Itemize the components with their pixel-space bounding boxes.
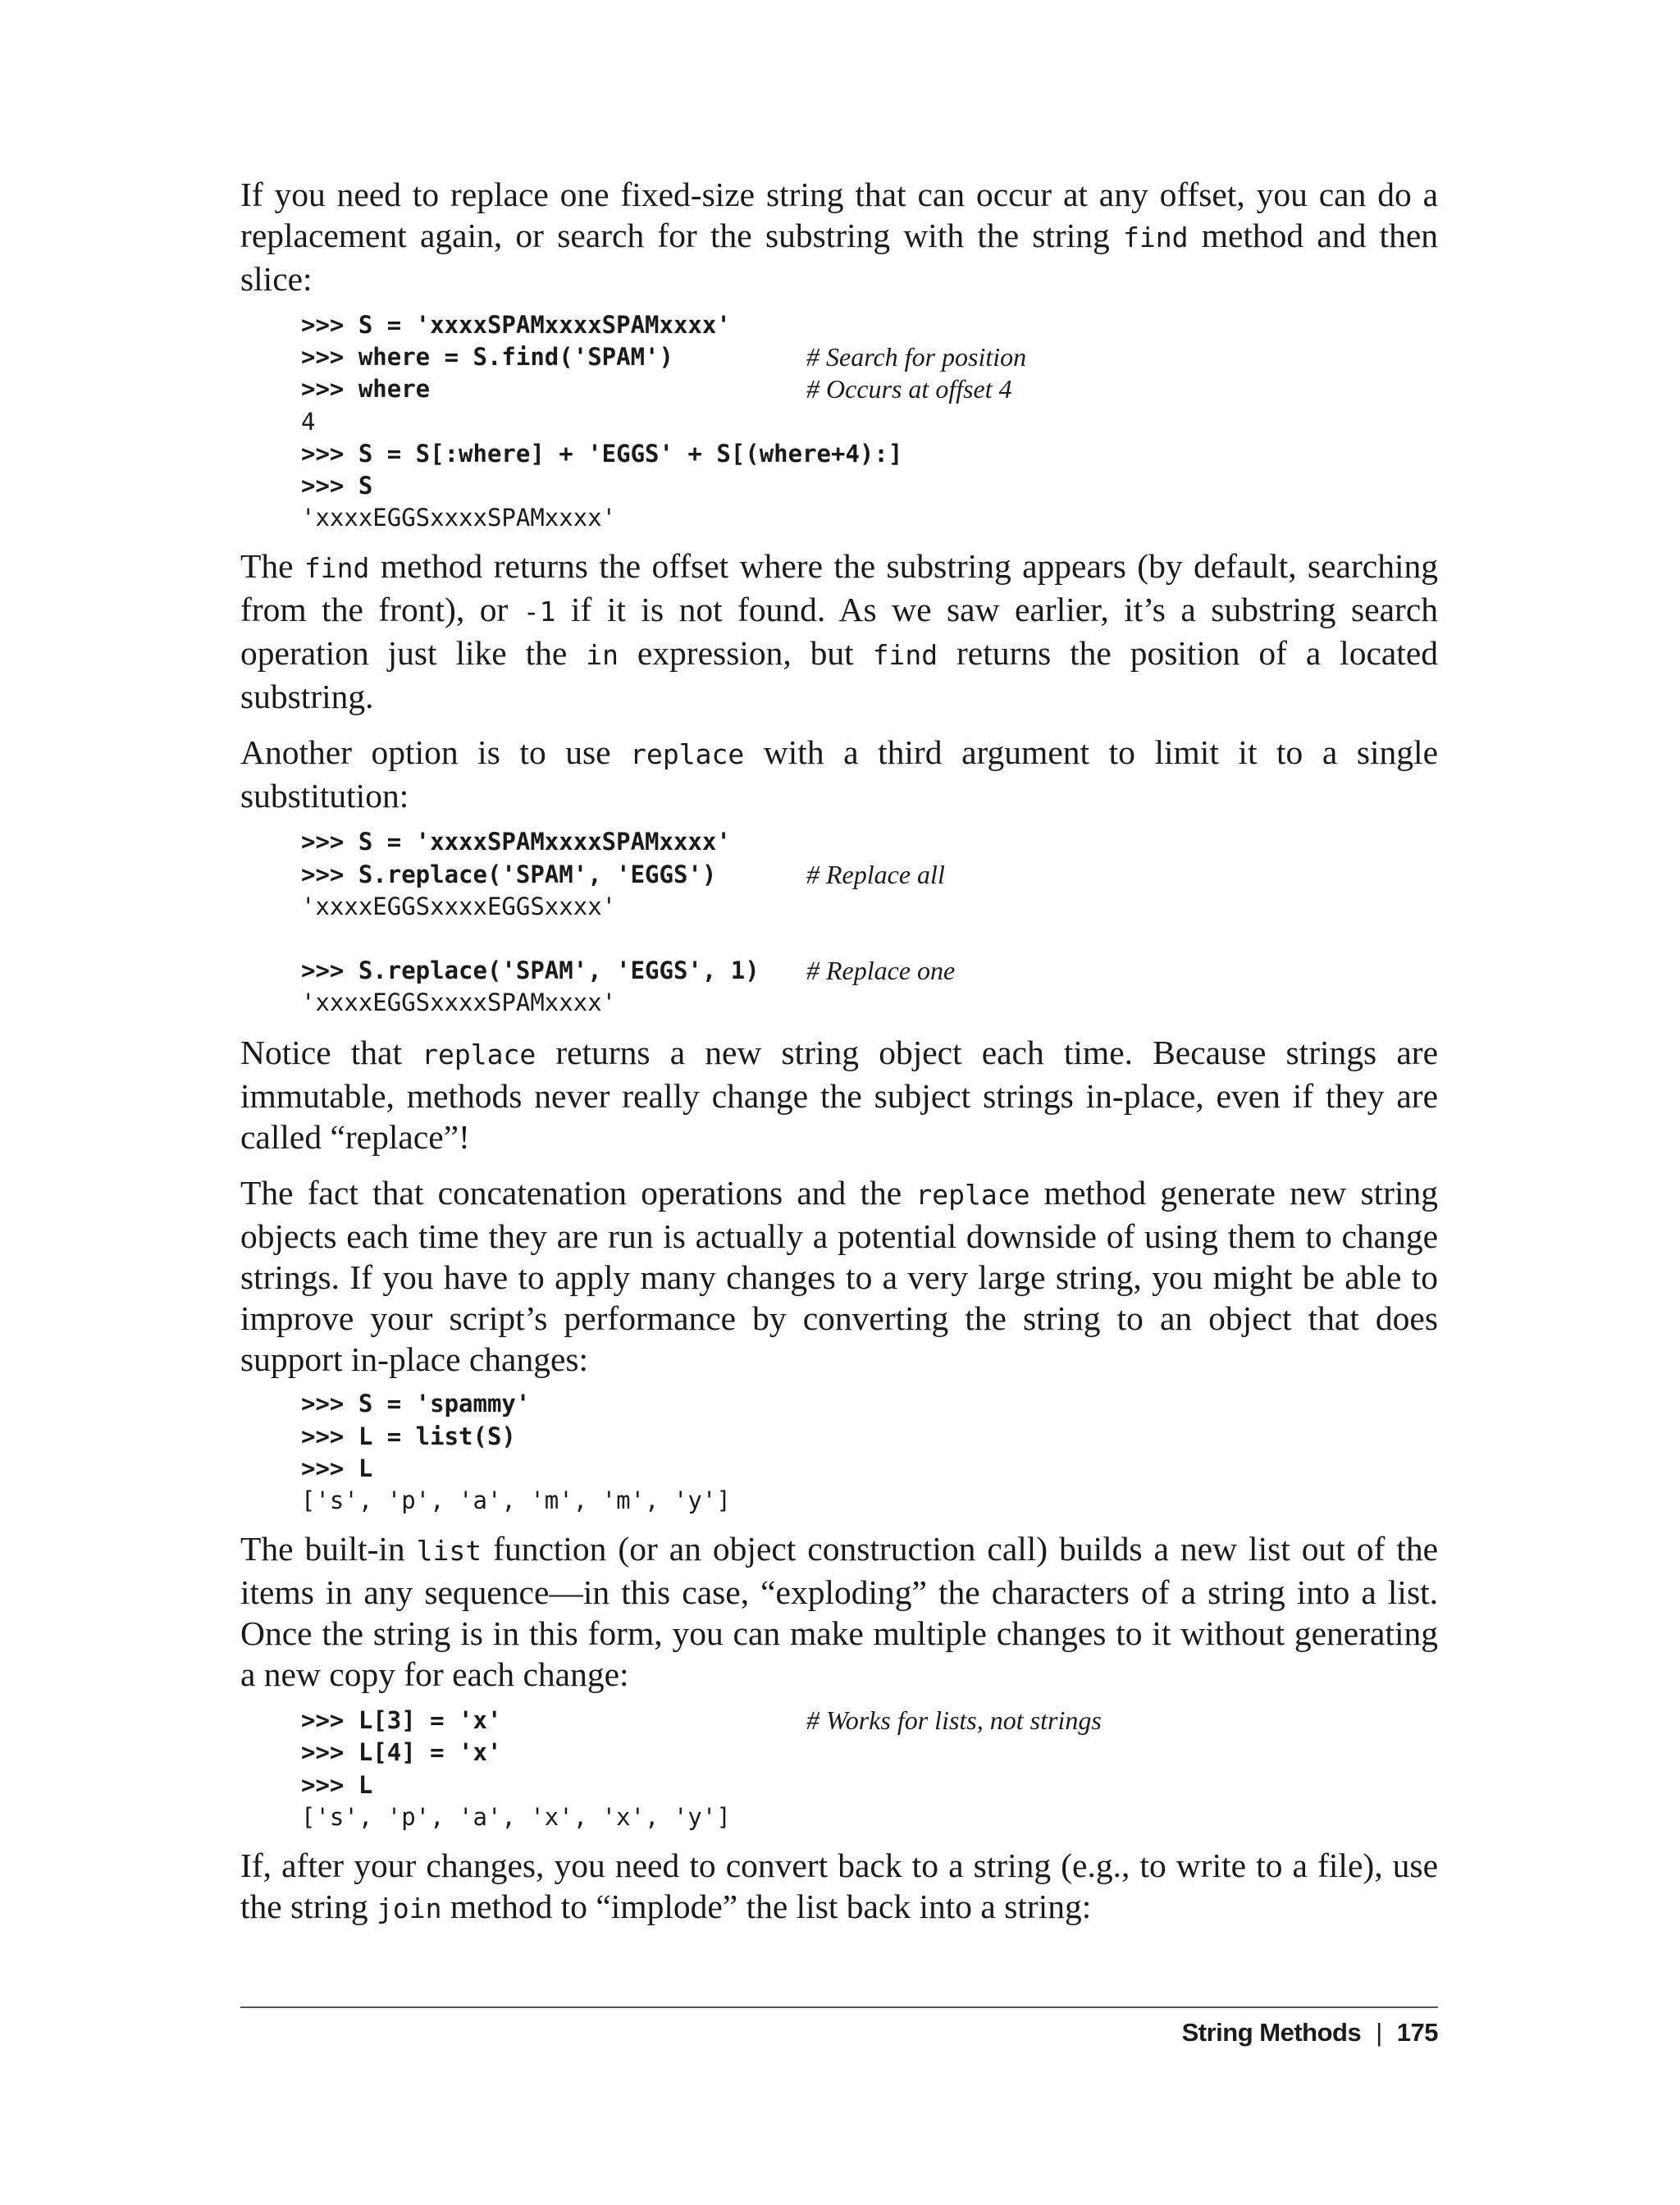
footer-separator: | <box>1376 2018 1382 2047</box>
paragraph-3 <box>240 732 1438 816</box>
code-input-line <box>301 470 1438 502</box>
code-output: ['s', 'p', 'a', 'm', 'm', 'y'] <box>301 1486 731 1514</box>
code-output-line <box>301 406 1438 438</box>
code-input-line <box>301 826 1438 858</box>
code-block-4 <box>301 1705 1438 1833</box>
code-command: >>> S = S[:where] + 'EGGS' + S[(where+4):] <box>301 439 903 468</box>
text-run: returns a new string object each time. Because strings are immutable, methods never really change the subject strings in-place, even if they are called “replace”! <box>240 1034 1438 1157</box>
text-run: The built-in <box>240 1530 417 1568</box>
code-output-line <box>301 1801 1438 1833</box>
inline-code: in <box>586 639 619 672</box>
running-footer <box>1182 2018 1438 2048</box>
inline-code: find <box>304 552 370 585</box>
section-title: String Methods <box>1181 2018 1362 2047</box>
code-input-line <box>301 341 1438 373</box>
inline-code: list <box>416 1535 482 1568</box>
code-comment: # Works for lists, not strings <box>806 1705 1102 1736</box>
code-command: >>> S = 'spammy' <box>301 1390 531 1418</box>
code-input-line <box>301 1737 1438 1769</box>
inline-code: replace <box>630 738 745 771</box>
code-command: >>> S <box>301 471 373 500</box>
text-run: method and then slice: <box>240 217 1438 298</box>
paragraph-5 <box>240 1172 1438 1380</box>
code-comment: # Replace all <box>806 859 945 889</box>
text-run: If you need to replace one fixed-size string that can occur at any offset, you can do a replacement again, or search for the substring with the string <box>240 176 1438 254</box>
code-input-line <box>301 309 1438 341</box>
inline-code: replace <box>915 1179 1030 1212</box>
text-run: method returns the offset where the substring appears (by default, searching from the front), or <box>240 547 1438 629</box>
text-run: The fact that concatenation operations and the <box>240 1174 916 1212</box>
paragraph-6 <box>240 1528 1438 1695</box>
code-command: >>> L[3] = 'x' <box>301 1706 502 1735</box>
code-block-3 <box>301 1388 1438 1517</box>
code-command: >>> L[4] = 'x' <box>301 1738 502 1767</box>
inline-code: join <box>376 1892 442 1924</box>
code-input-line <box>301 373 1438 405</box>
inline-code: replace <box>422 1039 536 1071</box>
code-blank-line <box>301 923 1438 955</box>
inline-code: -1 <box>523 596 556 628</box>
code-output: 4 <box>301 407 316 436</box>
code-output: 'xxxxEGGSxxxxSPAMxxxx' <box>301 988 617 1017</box>
text-run: with a third argument to limit it to a single substitution: <box>240 733 1438 815</box>
code-block-1 <box>301 309 1438 534</box>
text-run: if it is not found. As we saw earlier, it’s a substring search operation just like the <box>240 591 1438 673</box>
code-input-line <box>301 859 1438 891</box>
page-body <box>240 174 1438 1929</box>
code-comment: # Replace one <box>806 956 956 986</box>
text-run: expression, but <box>618 634 873 673</box>
text-run: Notice that <box>240 1034 422 1072</box>
code-command: >>> where <box>301 375 431 404</box>
page-number: 175 <box>1396 2018 1438 2047</box>
text-run: returns the position of a located substring. <box>240 634 1438 716</box>
code-command: >>> S.replace('SPAM', 'EGGS') <box>301 860 717 888</box>
paragraph-2 <box>240 546 1438 717</box>
paragraph-4 <box>240 1032 1438 1157</box>
inline-code: find <box>1123 221 1189 253</box>
code-output: 'xxxxEGGSxxxxSPAMxxxx' <box>301 504 617 532</box>
code-input-line <box>301 1705 1438 1737</box>
code-comment: # Search for position <box>806 342 1027 372</box>
code-command: >>> S = 'xxxxSPAMxxxxSPAMxxxx' <box>301 828 731 856</box>
paragraph-1 <box>240 174 1438 299</box>
code-command: >>> S = 'xxxxSPAMxxxxSPAMxxxx' <box>301 311 731 339</box>
text-run: method generate new string objects each time they are run is actually a potential downside of using them to change strings. If you have to apply many changes to a very large string, you might be able to improve your script’s performance by converting the string to an object that does support in-place changes: <box>240 1174 1438 1379</box>
code-input-line <box>301 1769 1438 1801</box>
paragraph-7 <box>240 1845 1438 1929</box>
text-run: If, after your changes, you need to convert back to a string (e.g., to write to a file), use the string <box>240 1846 1438 1925</box>
code-command: >>> L = list(S) <box>301 1422 516 1450</box>
text-run: function (or an object construction call) builds a new list out of the items in any sequence—in this case, “exploding” the characters of a string into a list. Once the string is in this form, you can make multiple changes to it without generating a new copy for each change: <box>240 1530 1439 1694</box>
code-output: 'xxxxEGGSxxxxEGGSxxxx' <box>301 892 617 920</box>
code-output: ['s', 'p', 'a', 'x', 'x', 'y'] <box>301 1802 731 1831</box>
text-run: Another option is to use <box>240 733 631 772</box>
code-output-line <box>301 891 1438 923</box>
code-input-line <box>301 955 1438 987</box>
code-input-line <box>301 1388 1438 1420</box>
code-command: >>> S.replace('SPAM', 'EGGS', 1) <box>301 956 760 985</box>
footer-divider <box>240 2006 1438 2008</box>
inline-code: find <box>872 639 938 672</box>
code-command: >>> where = S.find('SPAM') <box>301 343 673 372</box>
code-block-2 <box>301 826 1438 1019</box>
code-input-line <box>301 1421 1438 1453</box>
code-input-line <box>301 438 1438 470</box>
code-output-line <box>301 502 1438 534</box>
code-command: >>> L <box>301 1454 373 1482</box>
code-comment: # Occurs at offset 4 <box>806 374 1012 404</box>
text-run: method to “implode” the list back into a string: <box>441 1887 1092 1925</box>
code-command: >>> L <box>301 1770 373 1799</box>
code-output-line <box>301 1485 1438 1517</box>
text-run: The <box>240 547 304 586</box>
code-output-line <box>301 987 1438 1019</box>
code-input-line <box>301 1453 1438 1485</box>
